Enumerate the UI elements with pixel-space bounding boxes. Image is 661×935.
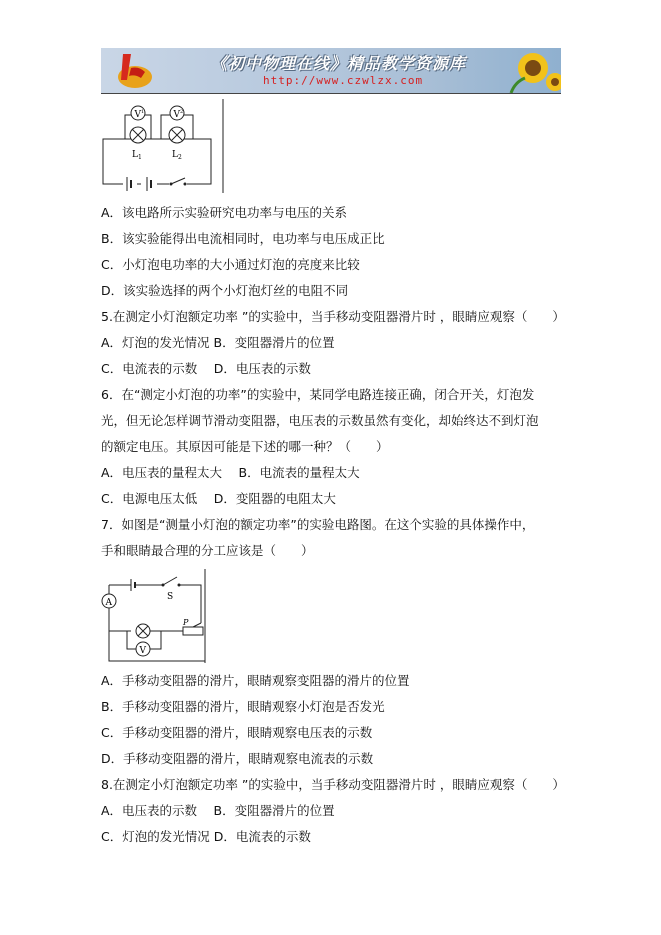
header-banner [101,48,561,93]
voltmeter-1-label: V [134,110,141,120]
option-line: C．小灯泡电功率的大小通过灯泡的亮度来比较 [101,257,360,272]
logo-icon [101,48,161,93]
option-line: C．电源电压太低 D．变阻器的电阻太大 [101,491,336,506]
question-6-cont: 的额定电压。其原因可能是下述的哪一种？（ ） [101,439,389,454]
option-line: C．电流表的示数 D．电压表的示数 [101,361,311,376]
lamp-2-label: L [172,150,178,160]
slider-label: P [183,618,189,627]
voltmeter-2-sub: 2 [180,109,184,115]
voltmeter-1-sub: 1 [141,109,145,115]
circuit-figure-1 [101,99,226,193]
option-line: A．电压表的量程太大 B．电流表的量程太大 [101,465,360,480]
option-line: A．电压表的示数 B．变阻器滑片的位置 [101,803,335,818]
option-line: A．该电路所示实验研究电功率与电压的关系 [101,205,348,220]
option-line: C．手移动变阻器的滑片，眼睛观察电压表的示数 [101,725,373,740]
option-line: A．灯泡的发光情况 B．变阻器滑片的位置 [101,335,335,350]
lamp-2-sub: 2 [178,154,182,161]
switch-label: S [167,592,174,602]
sunflower-icon [481,48,561,93]
lamp-1-sub: 1 [138,154,142,161]
option-line: D．手移动变阻器的滑片，眼睛观察电流表的示数 [101,751,374,766]
question-6-cont: 光，但无论怎样调节滑动变阻器，电压表的示数虽然有变化，却始终达不到灯泡 [101,413,539,428]
question-5: 5.在测定小灯泡额定功率 ”的实验中，当手移动变阻器滑片时 ，眼睛应观察（ ） [101,309,565,324]
banner-url[interactable]: http://www.czwlzx.com [263,74,424,87]
question-6: 6．在“测定小灯泡的功率”的实验中，某同学电路连接正确，闭合开关，灯泡发 [101,387,535,402]
option-line: D．该实验选择的两个小灯泡灯丝的电阻不同 [101,283,349,298]
option-line: B．该实验能得出电流相同时，电功率与电压成正比 [101,231,385,246]
header-rule [101,93,561,94]
option-line: A．手移动变阻器的滑片，眼睛观察变阻器的滑片的位置 [101,673,410,688]
question-7-cont: 手和眼睛最合理的分工应该是（ ） [101,543,314,558]
question-7: 7．如图是“测量小灯泡的额定功率”的实验电路图。在这个实验的具体操作中， [101,517,535,532]
circuit-figure-2 [101,569,209,663]
ammeter-label: A [105,598,112,608]
lamp-1-label: L [132,150,138,160]
question-8: 8.在测定小灯泡额定功率 ”的实验中，当手移动变阻器滑片时 ，眼睛应观察（ ） [101,777,565,792]
voltmeter-label: V [139,646,146,656]
voltmeter-2-label: V [173,110,180,120]
option-line: B．手移动变阻器的滑片，眼睛观察小灯泡是否发光 [101,699,385,714]
banner-title: 《初中物理在线》精品教学资源库 [211,54,467,73]
option-line: C．灯泡的发光情况 D．电流表的示数 [101,829,311,844]
